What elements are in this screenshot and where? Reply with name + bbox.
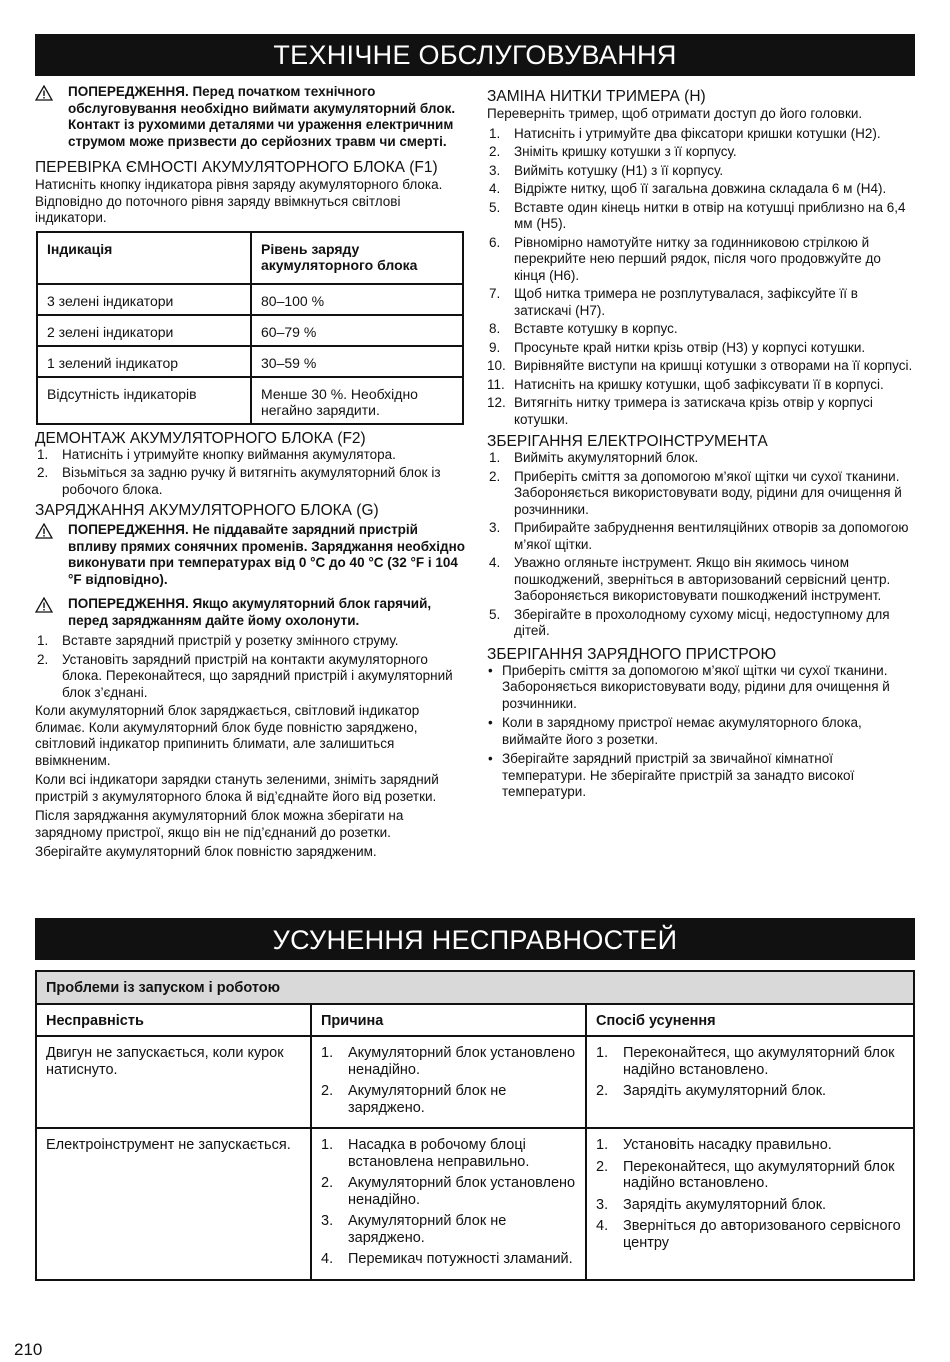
list-item: 1. Переконайтеся, що акумуляторний блок надійно встановлено. bbox=[596, 1045, 895, 1078]
table-group-header: Проблеми із запуском і роботою bbox=[36, 971, 914, 1004]
list-item: 10. Вирівняйте виступи на кришці котушки з отворами на її корпусі. bbox=[487, 358, 913, 373]
list-item: 4. Відріжте нитку, щоб її загальна довжина складала 6 м (H4). bbox=[489, 181, 887, 196]
list-item: 6. Рівномірно намотуйте нитку за годинниковою стрілкою й перекрийте нею перший рядок, після чого продовжуйте до кінця (H6). bbox=[489, 234, 881, 283]
table-cell: 30–59 % bbox=[251, 346, 463, 377]
table-header-row bbox=[37, 232, 463, 284]
list-item: 1. Вийміть акумуляторний блок. bbox=[489, 450, 699, 465]
table-row bbox=[37, 284, 463, 315]
table-cell bbox=[311, 1036, 586, 1128]
table-header: Рівень заряду акумуляторного блока bbox=[251, 232, 463, 284]
page-number: 210 bbox=[14, 1340, 43, 1359]
table-group-row bbox=[36, 971, 914, 1004]
section-title-tool-storage: ЗБЕРІГАННЯ ЕЛЕКТРОІНСТРУМЕНТА bbox=[487, 433, 768, 450]
right-column bbox=[487, 88, 915, 804]
warning-text: ПОПЕРЕДЖЕННЯ. Якщо акумуляторний блок гарячий, перед заряджанням дайте йому охолонути. bbox=[68, 596, 432, 628]
troubleshooting-table bbox=[35, 970, 915, 1281]
paragraph: Зберігайте акумуляторний блок повністю зарядженим. bbox=[35, 844, 377, 859]
line-intro: Переверніть тример, щоб отримати доступ до його головки. bbox=[487, 106, 863, 121]
maintenance-heading: ТЕХНІЧНЕ ОБСЛУГОВУВАННЯ bbox=[35, 34, 915, 76]
list-item: • Коли в зарядному пристрої немає акумуляторного блока, виймайте його з розетки. bbox=[488, 715, 862, 747]
section-title-line: ЗАМІНА НИТКИ ТРИМЕРА (H) bbox=[487, 88, 706, 105]
list-item: 7. Щоб нитка тримера не розплутувалася, зафіксуйте її в затискачі (H7). bbox=[489, 286, 858, 318]
list-item: 3. Вийміть котушку (H1) з її корпусу. bbox=[489, 162, 724, 178]
paragraph: Коли акумуляторний блок заряджається, світловий індикатор блимає. Коли акумуляторний блок буде повністю заряджено, світловий індикатор припинить блимати, але залишиться ввімкненим. bbox=[35, 703, 420, 768]
list-item: 2. Акумуляторний блок установлено ненадійно. bbox=[321, 1175, 576, 1208]
table-cell: 60–79 % bbox=[251, 315, 463, 346]
charge-level-table bbox=[36, 231, 464, 425]
list-item: 4. Перемикач потужності зламаний. bbox=[321, 1251, 573, 1267]
list-item: 2. Приберіть сміття за допомогою м’якої щітки чи сухої тканини. Забороняється використовувати воду, рідини для очищення й розчинники. bbox=[489, 468, 902, 517]
table-header: Несправність bbox=[36, 1004, 311, 1037]
list-item: 4. Зверніться до авторизованого сервісного центру bbox=[596, 1218, 901, 1251]
list-item: 5. Вставте один кінець нитки в отвір на котушці приблизно на 6,4 мм (H5). bbox=[489, 199, 906, 231]
warning-triangle-icon bbox=[35, 597, 53, 613]
list-item: 1. Акумуляторний блок установлено ненадійно. bbox=[321, 1045, 576, 1078]
list-item: • Зберігайте зарядний пристрій за звичайної кімнатної температури. Не зберігайте пристрій за занадто високої температури. bbox=[488, 751, 855, 799]
list-item: 11. Натисніть на кришку котушки, щоб зафіксувати її в корпусі. bbox=[487, 376, 884, 392]
capacity-text: Натисніть кнопку індикатора рівня заряду акумуляторного блока. Відповідно до поточного рівня заряду ввімкнуться світлові індикатори. bbox=[35, 177, 443, 225]
paragraph: Коли всі індикатори зарядки стануть зеленими, зніміть зарядний пристрій з акумуляторного блока й від’єднайте його від розетки. bbox=[35, 772, 439, 804]
table-cell: 2 зелені індикатори bbox=[37, 315, 251, 346]
table-cell: Менше 30 %. Необхідно негайно зарядити. bbox=[251, 377, 463, 424]
list-item: 2. Зніміть кришку котушки з її корпусу. bbox=[489, 144, 737, 159]
list-item: 2. Візьміться за задню ручку й витягніть акумуляторний блок із робочого блока. bbox=[37, 465, 441, 497]
table-cell: Електроінструмент не запускається. bbox=[36, 1128, 311, 1280]
warning-triangle-icon bbox=[35, 85, 53, 101]
paragraph: Після заряджання акумуляторний блок можна зберігати на зарядному пристрої, якщо він не під’єднаний до розетки. bbox=[35, 808, 404, 840]
section-title-removal: ДЕМОНТАЖ АКУМУЛЯТОРНОГО БЛОКА (F2) bbox=[35, 429, 366, 447]
table-cell bbox=[586, 1128, 914, 1280]
table-header: Індикація bbox=[37, 232, 251, 284]
tool-storage-steps bbox=[487, 450, 915, 640]
list-item: 2. Зарядіть акумуляторний блок. bbox=[596, 1083, 827, 1099]
warning-text: ПОПЕРЕДЖЕННЯ. Не піддавайте зарядний пристрій впливу прямих сонячних променів. Заряджання необхідно виконувати при температурах від 0 °C до 40 °C (32 °F і 104 °F відповідно). bbox=[68, 522, 465, 587]
table-cell: 3 зелені індикатори bbox=[37, 284, 251, 315]
list-item: 12. Витягніть нитку тримера із затискача крізь отвір у корпусі котушки. bbox=[487, 395, 873, 427]
warning-block bbox=[35, 84, 465, 150]
list-item: 1. Натисніть і утримуйте два фіксатори кришки котушки (H2). bbox=[489, 125, 881, 141]
line-steps bbox=[487, 126, 915, 429]
left-column bbox=[35, 84, 465, 861]
table-cell bbox=[586, 1036, 914, 1128]
charging-steps bbox=[35, 633, 465, 701]
table-row bbox=[36, 1128, 914, 1280]
list-item: 3. Зарядіть акумуляторний блок. bbox=[596, 1196, 827, 1213]
list-item: 5. Зберігайте в прохолодному сухому місці, недоступному для дітей. bbox=[489, 606, 890, 638]
list-item: 3. Акумуляторний блок не заряджено. bbox=[321, 1213, 507, 1246]
list-item: 9. Просуньте край нитки крізь отвір (H3) у корпусі котушки. bbox=[489, 339, 866, 355]
table-row bbox=[36, 1036, 914, 1128]
warning-block bbox=[35, 596, 465, 629]
list-item: • Приберіть сміття за допомогою м’якої щітки чи сухої тканини. Забороняється використовувати воду, рідини для очищення й розчинники. bbox=[488, 662, 890, 711]
list-item: 1. Вставте зарядний пристрій у розетку змінного струму. bbox=[37, 633, 399, 648]
section-title-charger-storage: ЗБЕРІГАННЯ ЗАРЯДНОГО ПРИСТРОЮ bbox=[487, 645, 777, 663]
warning-block bbox=[35, 522, 465, 588]
table-cell: Двигун не запускається, коли курок натиснуто. bbox=[36, 1036, 311, 1128]
list-item: 4. Уважно огляньте інструмент. Якщо він якимось чином пошкоджений, зверніться в авторизований сервісний центр. Забороняється використовувати пошкоджений інструмент. bbox=[489, 555, 891, 603]
list-item: 3. Прибирайте забруднення вентиляційних отворів за допомогою м’якої щітки. bbox=[489, 520, 909, 552]
list-item: 2. Переконайтеся, що акумуляторний блок надійно встановлено. bbox=[596, 1158, 895, 1191]
section-title-capacity: ПЕРЕВІРКА ЄМНОСТІ АКУМУЛЯТОРНОГО БЛОКА (F1) bbox=[35, 159, 438, 176]
list-item: 8. Вставте котушку в корпус. bbox=[489, 321, 678, 336]
table-cell: 80–100 % bbox=[251, 284, 463, 315]
table-header: Спосіб усунення bbox=[586, 1004, 914, 1037]
list-item: 1. Натисніть і утримуйте кнопку виймання акумулятора. bbox=[37, 446, 396, 462]
table-row bbox=[37, 315, 463, 346]
table-cell: Відсутність індикаторів bbox=[37, 377, 251, 424]
warning-text: ПОПЕРЕДЖЕННЯ. Перед початком технічного обслуговування необхідно виймати акумуляторний блок. Контакт із рухомими деталями чи ураження електричним струмом може призвести до серйозних травм чи смерті. bbox=[68, 84, 456, 149]
list-item: 2. Акумуляторний блок не заряджено. bbox=[321, 1083, 507, 1116]
table-header: Причина bbox=[311, 1004, 586, 1037]
list-item: 1. Насадка в робочому блоці встановлена неправильно. bbox=[321, 1137, 530, 1170]
troubleshooting-heading: УСУНЕННЯ НЕСПРАВНОСТЕЙ bbox=[35, 918, 915, 960]
list-item: 2. Установіть зарядний пристрій на контакти акумуляторного блока. Переконайтеся, що зарядний пристрій і акумуляторний блок з’єднані. bbox=[37, 651, 453, 700]
warning-triangle-icon bbox=[35, 523, 53, 539]
section-title-charging: ЗАРЯДЖАННЯ АКУМУЛЯТОРНОГО БЛОКА (G) bbox=[35, 502, 379, 519]
table-row bbox=[37, 377, 463, 424]
table-row bbox=[37, 346, 463, 377]
list-item: 1. Установіть насадку правильно. bbox=[596, 1137, 832, 1153]
table-cell bbox=[311, 1128, 586, 1280]
table-header-row bbox=[36, 1004, 914, 1037]
removal-steps bbox=[35, 447, 465, 499]
table-cell: 1 зелений індикатор bbox=[37, 346, 251, 377]
charger-storage-list bbox=[487, 663, 915, 801]
